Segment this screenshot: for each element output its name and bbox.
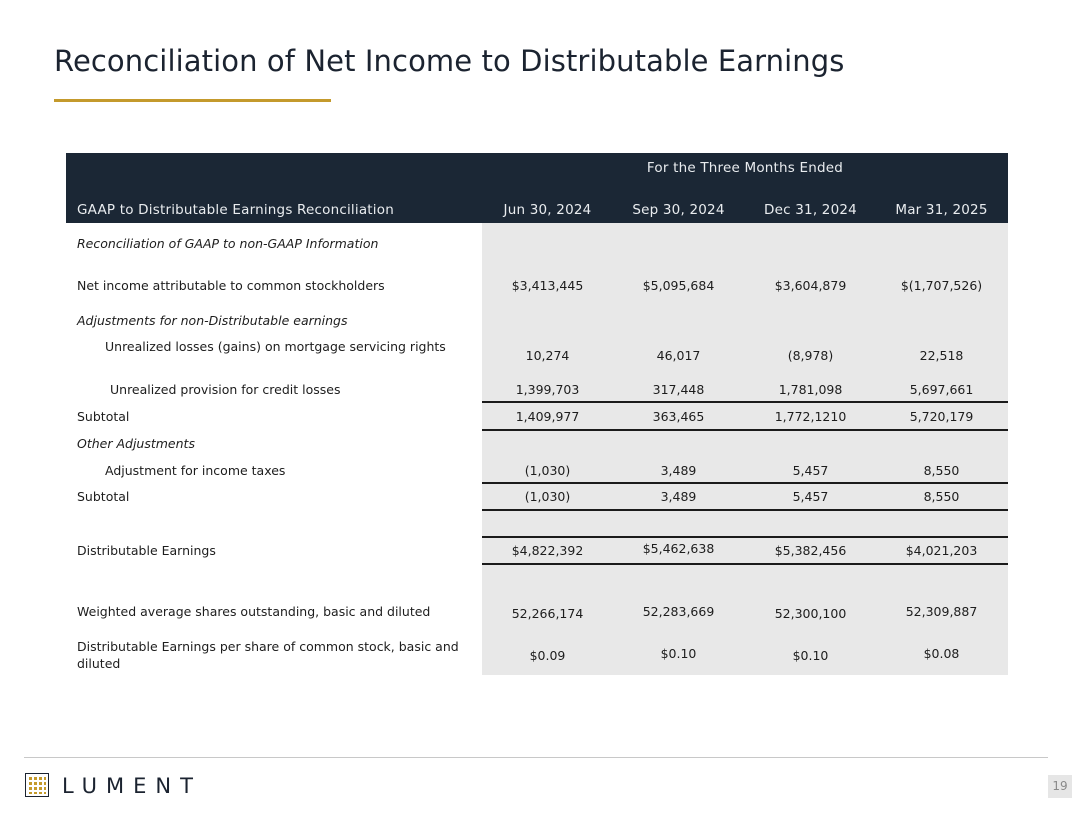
total-rule <box>482 509 1008 511</box>
cell-value: $0.08 <box>923 646 960 661</box>
cell-value: 5,457 <box>792 489 829 504</box>
cell-value: 52,300,100 <box>774 606 847 621</box>
row-label: Distributable Earnings per share of common stock, basic and diluted <box>77 639 459 671</box>
cell-value: $0.10 <box>660 646 697 661</box>
cell-value: 10,274 <box>525 348 570 363</box>
column-header: Jun 30, 2024 <box>503 202 592 218</box>
row-label: Net income attributable to common stockholders <box>77 278 385 293</box>
row-label: Reconciliation of GAAP to non-GAAP Information <box>77 236 379 251</box>
cell-value: 5,720,179 <box>909 409 974 424</box>
cell-value: 3,489 <box>660 489 697 504</box>
cell-value: 1,772,1210 <box>774 409 847 424</box>
row-label: Adjustments for non-Distributable earnings <box>77 313 348 328</box>
lument-logo-icon <box>25 773 49 797</box>
cell-value: $5,462,638 <box>642 541 715 556</box>
total-rule <box>482 536 1008 538</box>
cell-value: 46,017 <box>656 348 701 363</box>
row-label: Unrealized provision for credit losses <box>110 382 341 397</box>
page-title: Reconciliation of Net Income to Distributable Earnings <box>54 44 845 78</box>
total-rule <box>482 563 1008 565</box>
table-header <box>66 153 1008 223</box>
total-rule <box>482 401 1008 403</box>
logo-wordmark: LUMENT <box>62 774 202 798</box>
cell-value: 363,465 <box>652 409 705 424</box>
cell-value: $3,413,445 <box>511 278 584 293</box>
title-underline <box>54 99 331 102</box>
row-label: Subtotal <box>77 489 130 504</box>
cell-value: 5,457 <box>792 463 829 478</box>
cell-value: $0.09 <box>529 648 566 663</box>
cell-value: 52,309,887 <box>905 604 978 619</box>
cell-value: (1,030) <box>524 463 571 478</box>
cell-value: 1,781,098 <box>778 382 843 397</box>
cell-value: $4,021,203 <box>905 543 978 558</box>
label-column-header: GAAP to Distributable Earnings Reconciliation <box>77 202 394 218</box>
row-label: Weighted average shares outstanding, basic and diluted <box>77 604 431 619</box>
footer-divider <box>24 757 1048 758</box>
cell-value: 22,518 <box>919 348 964 363</box>
row-label: Adjustment for income taxes <box>105 463 286 478</box>
cell-value: 317,448 <box>652 382 705 397</box>
cell-value: 5,697,661 <box>909 382 974 397</box>
column-header: Dec 31, 2024 <box>764 202 857 218</box>
cell-value: $3,604,879 <box>774 278 847 293</box>
row-label: Unrealized losses (gains) on mortgage servicing rights <box>105 339 446 354</box>
cell-value: $0.10 <box>792 648 829 663</box>
row-label: Distributable Earnings <box>77 543 216 558</box>
cell-value: 52,266,174 <box>511 606 584 621</box>
column-header: Sep 30, 2024 <box>632 202 725 218</box>
cell-value: (1,030) <box>524 489 571 504</box>
cell-value: 1,399,703 <box>515 382 580 397</box>
cell-value: $(1,707,526) <box>900 278 983 293</box>
cell-value: $5,382,456 <box>774 543 847 558</box>
cell-value: 8,550 <box>923 489 960 504</box>
cell-value: $4,822,392 <box>511 543 584 558</box>
cell-value: $5,095,684 <box>642 278 715 293</box>
row-label: Subtotal <box>77 409 130 424</box>
column-header: Mar 31, 2025 <box>895 202 988 218</box>
total-rule <box>482 429 1008 431</box>
cell-value: 8,550 <box>923 463 960 478</box>
total-rule <box>482 482 1008 484</box>
page-number: 19 <box>1048 775 1072 798</box>
cell-value: 52,283,669 <box>642 604 715 619</box>
cell-value: 3,489 <box>660 463 697 478</box>
cell-value: 1,409,977 <box>515 409 580 424</box>
cell-value: (8,978) <box>787 348 834 363</box>
row-label: Other Adjustments <box>77 436 195 451</box>
column-group-header: For the Three Months Ended <box>646 160 844 176</box>
